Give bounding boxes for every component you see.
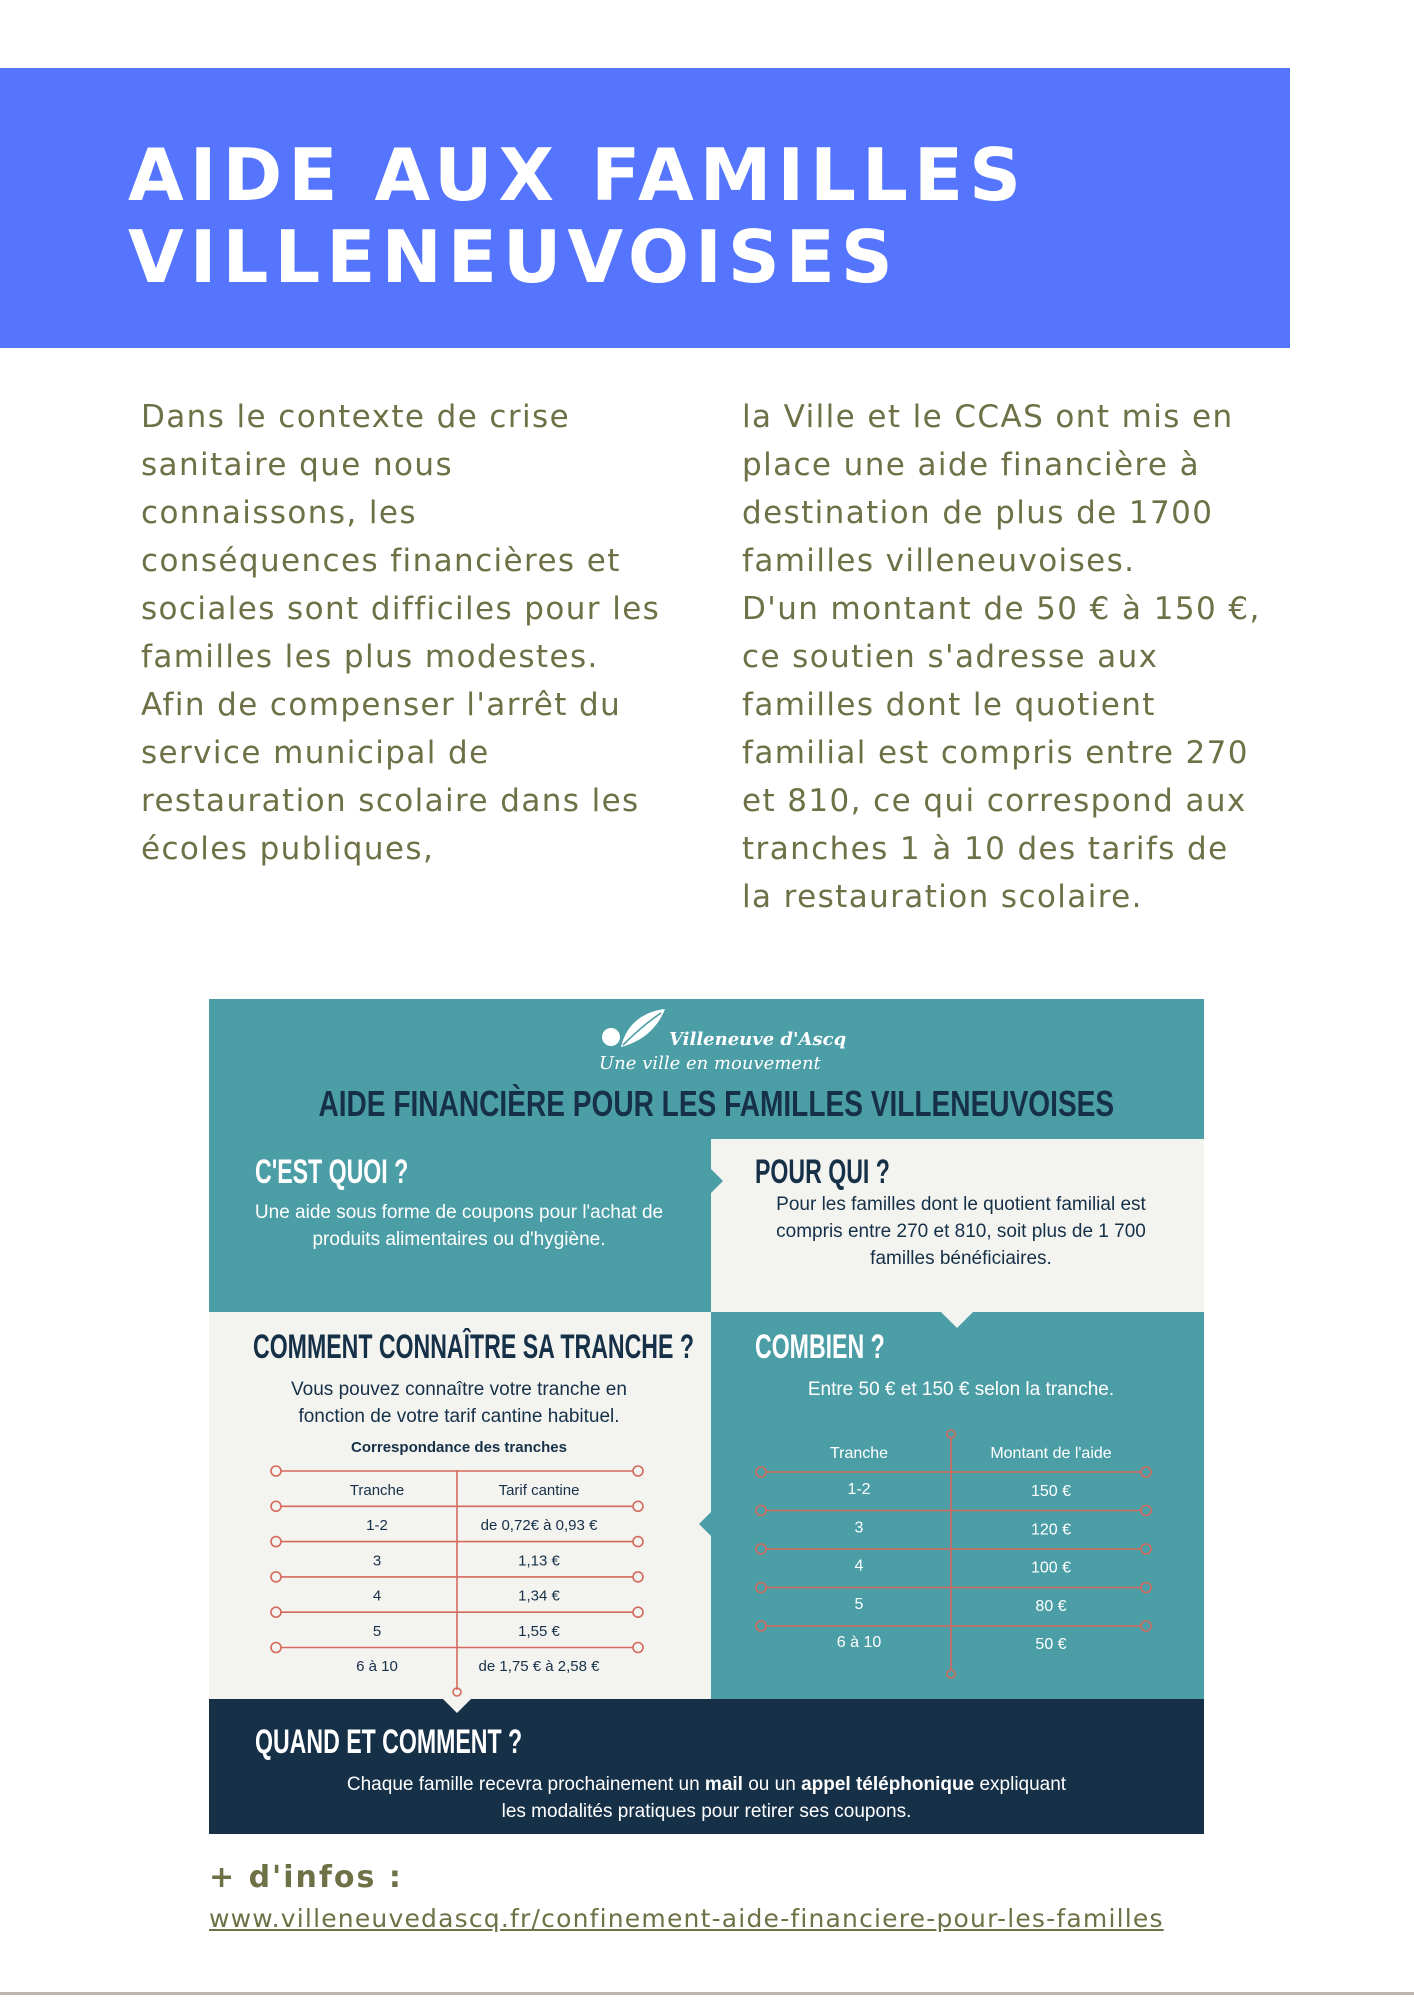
page-title xyxy=(128,134,1278,298)
quand-text-part: Chaque famille recevra prochainement un xyxy=(346,1774,705,1795)
infographic-header xyxy=(209,999,1204,1139)
tranche-table-cell: de 0,72€ à 0,93 € xyxy=(480,1517,598,1534)
arrow-pointer xyxy=(711,1169,723,1193)
intro-column-right xyxy=(742,393,1262,921)
combien-table-cell: 120 € xyxy=(1030,1521,1072,1539)
panel-cest-quoi xyxy=(209,1139,711,1312)
tranche-table-title: Correspondance des tranches xyxy=(351,1439,567,1456)
panel-pour-qui xyxy=(711,1139,1204,1312)
arrow-pointer xyxy=(699,1512,711,1536)
city-logo xyxy=(599,1007,847,1077)
pour-qui-heading: POUR QUI ? xyxy=(755,1153,890,1191)
combien-table-cell: 1-2 xyxy=(847,1481,871,1498)
combien-table-cell: 150 € xyxy=(1030,1483,1072,1500)
footer-divider xyxy=(0,1992,1414,1995)
combien-table xyxy=(711,1312,1204,1699)
quand-heading: QUAND ET COMMENT ? xyxy=(255,1723,523,1761)
quand-text-phone: appel téléphonique xyxy=(801,1774,975,1795)
intro-paragraph-left: Dans le contexte de crise sanitaire que nous connaissons, les conséquences financières et sociales sont difficiles pour les familles les plus modestes. Afin de compenser l'arrêt du service municipal de restauration scolaire dans les écoles publiques, xyxy=(141,399,661,867)
quand-text-part: expliquant xyxy=(974,1774,1067,1795)
more-info-link[interactable]: www.villeneuvedascq.fr/confinement-aide-financiere-pour-les-familles xyxy=(209,1904,1164,1933)
tranche-table-cell: 1,13 € xyxy=(518,1552,560,1570)
combien-col-header-tranche: Tranche xyxy=(829,1445,889,1462)
tranche-table-cell: 3 xyxy=(372,1552,382,1570)
panel-tranche xyxy=(209,1312,711,1699)
combien-table-cell: 80 € xyxy=(1035,1597,1067,1615)
infographic xyxy=(209,999,1204,1834)
combien-table-cell: 5 xyxy=(854,1595,864,1613)
cest-quoi-text: Une aide sous forme de coupons pour l'achat de produits alimentaires ou d'hygiène. xyxy=(254,1202,664,1250)
combien-table-cell: 6 à 10 xyxy=(836,1634,882,1652)
panel-quand-comment xyxy=(209,1699,1204,1834)
combien-col-header-montant: Montant de l'aide xyxy=(990,1445,1112,1462)
leaf-logo-icon xyxy=(599,1007,669,1051)
tranche-col-header-tranche: Tranche xyxy=(349,1482,405,1499)
logo-name: Villeneuve d'Ascq xyxy=(669,1029,847,1050)
tranche-table xyxy=(209,1312,711,1699)
page-title-line-2: VILLENEUVOISES xyxy=(128,215,899,299)
infographic-title: AIDE FINANCIÈRE POUR LES FAMILLES VILLENEUVOISES xyxy=(318,1083,1115,1124)
tranche-table-cell: de 1,75 € à 2,58 € xyxy=(478,1658,600,1676)
page-title-line-1: AIDE AUX FAMILLES xyxy=(128,133,1027,217)
tranche-text: Vous pouvez connaître votre tranche en fonction de votre tarif cantine habituel. xyxy=(291,1379,627,1427)
more-info-label: + d'infos : xyxy=(209,1860,403,1895)
tranche-table-cell: 4 xyxy=(372,1587,382,1605)
panel-combien xyxy=(711,1312,1204,1699)
tranche-table-cell: 5 xyxy=(372,1622,382,1640)
intro-paragraph-right-1: la Ville et le CCAS ont mis en place une aide financière à destination de plus de 1700 familles villeneuvoises. xyxy=(742,399,1234,579)
cest-quoi-heading: C'EST QUOI ? xyxy=(255,1153,409,1191)
combien-table-cell: 100 € xyxy=(1030,1559,1072,1577)
combien-table-cell: 4 xyxy=(854,1557,864,1575)
logo-tagline: Une ville en mouvement xyxy=(599,1053,821,1074)
quand-text xyxy=(269,1771,1144,1825)
tranche-table-cell: 1-2 xyxy=(366,1517,388,1534)
tranche-table-cell: 6 à 10 xyxy=(356,1658,398,1676)
pour-qui-text: Pour les familles dont le quotient familial est compris entre 270 et 810, soit plus de 1 700 familles bénéficiaires. xyxy=(776,1194,1146,1269)
arrow-pointer xyxy=(443,1699,471,1713)
tranche-col-header-tarif: Tarif cantine xyxy=(498,1482,580,1499)
tranche-heading: COMMENT CONNAÎTRE SA TRANCHE ? xyxy=(253,1328,694,1366)
combien-table-cell: 50 € xyxy=(1035,1636,1067,1654)
quand-text-part: les modalités pratiques pour retirer ses coupons. xyxy=(501,1801,912,1822)
combien-table-cell: 3 xyxy=(854,1519,864,1537)
tranche-table-cell: 1,55 € xyxy=(518,1622,560,1640)
quand-text-mail: mail xyxy=(704,1774,743,1795)
combien-heading: COMBIEN ? xyxy=(755,1328,885,1366)
combien-text: Entre 50 € et 150 € selon la tranche. xyxy=(807,1379,1115,1400)
intro-column-left xyxy=(141,393,661,873)
intro-paragraph-right-2: D'un montant de 50 € à 150 €, ce soutien s'adresse aux familles dont le quotient familial est compris entre 270 et 810, ce qui correspond aux tranches 1 à 10 des tarifs de la restauration scolaire. xyxy=(742,591,1261,915)
quand-text-part: ou un xyxy=(742,1774,802,1795)
tranche-table-cell: 1,34 € xyxy=(518,1587,560,1605)
